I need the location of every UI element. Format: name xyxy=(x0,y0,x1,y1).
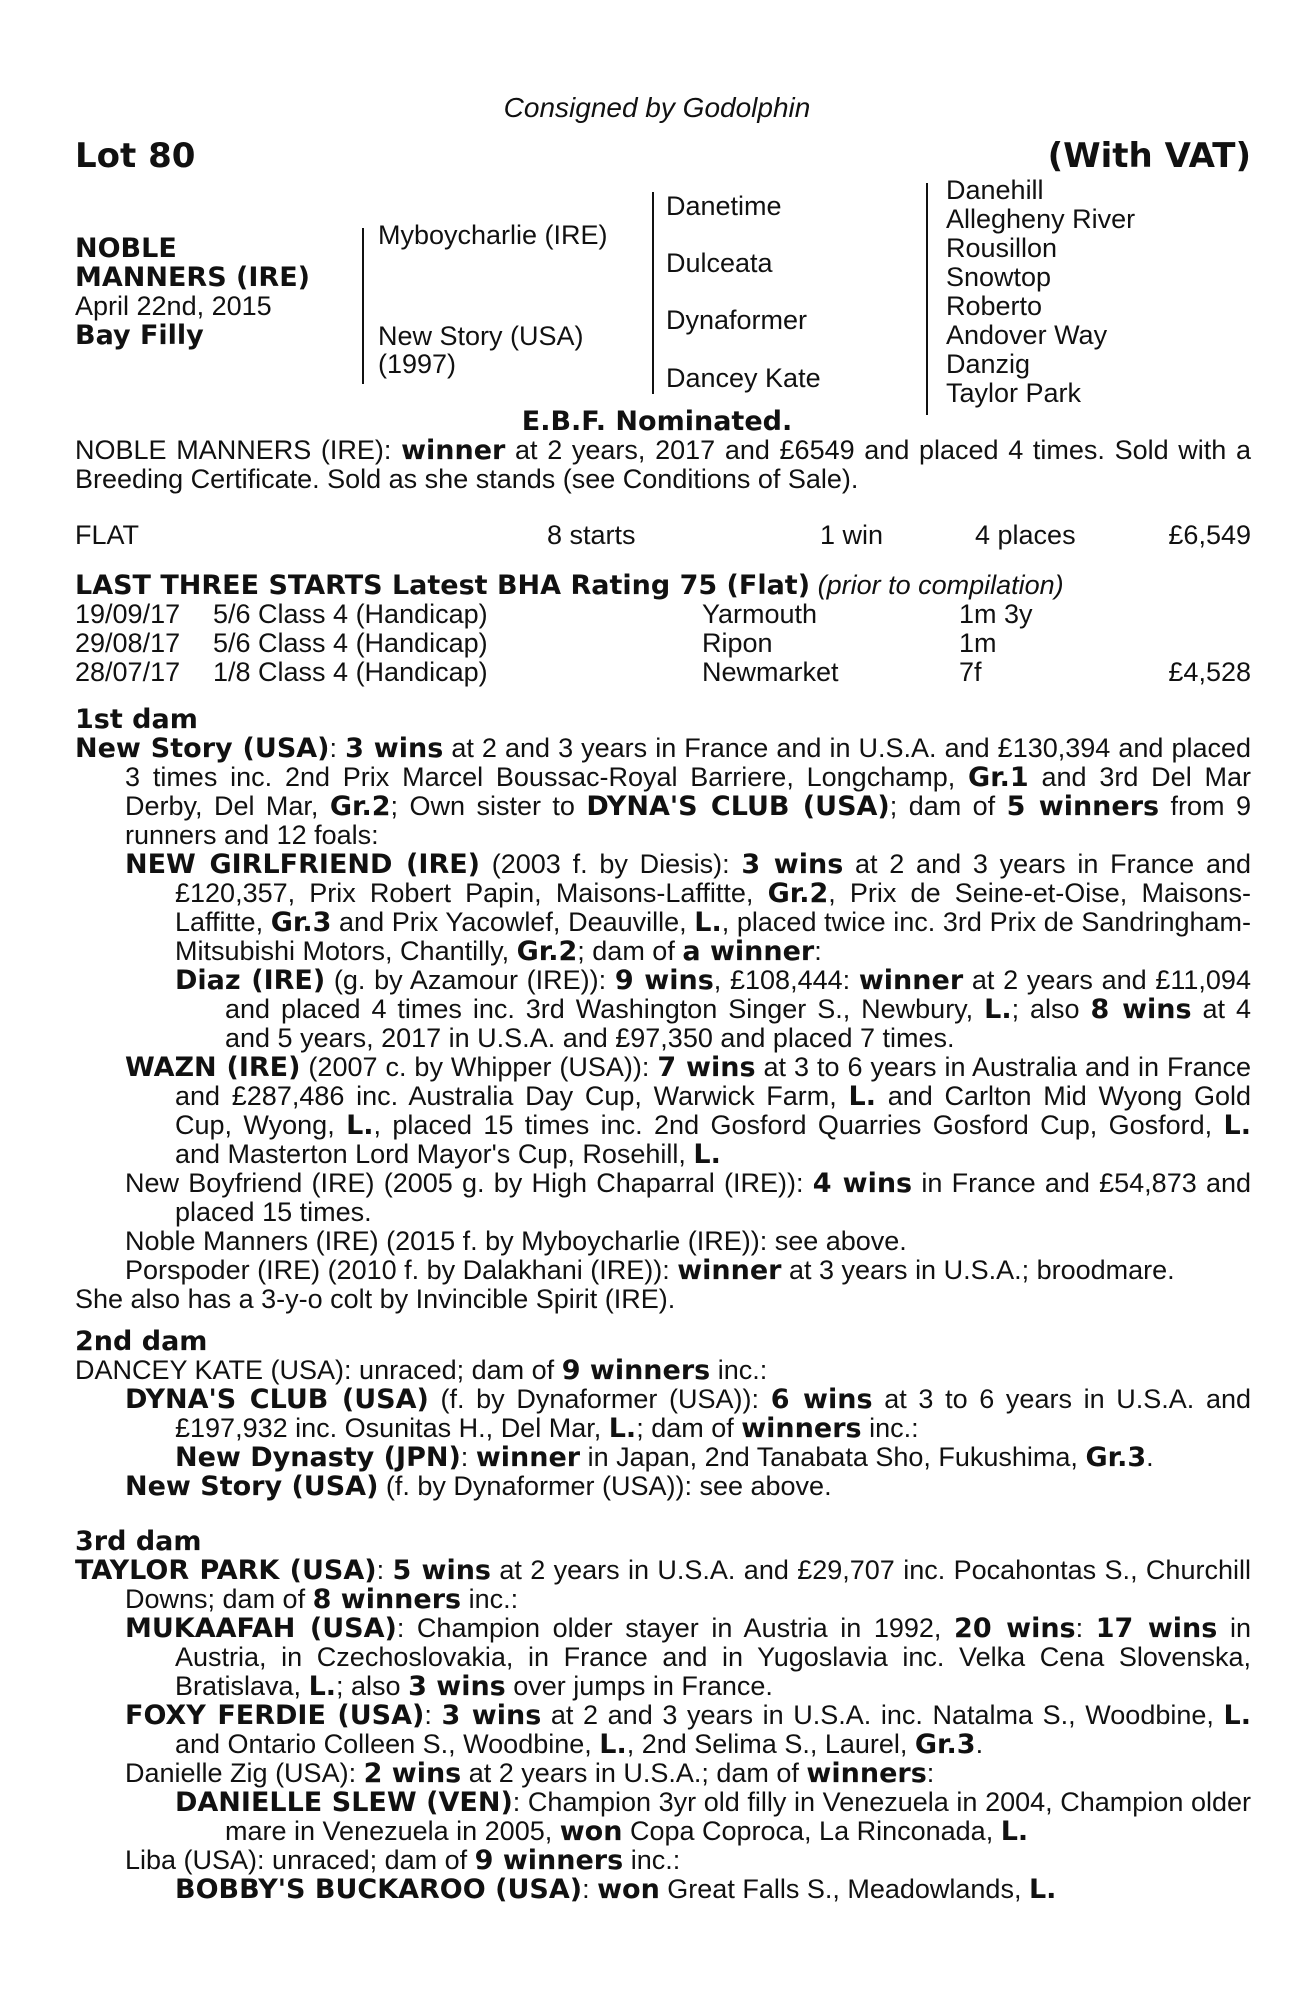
pedigree-ggs-7: Taylor Park xyxy=(946,378,1082,408)
second-dam-section xyxy=(75,1327,1251,1501)
consignor-line: Consigned by Godolphin xyxy=(503,92,811,123)
produce-entry: WAZN (IRE) (2007 c. by Whipper (USA)): 7 wins at 3 to 6 years in Australia and in France and £287,486 inc. Australia Day Cup, Warwick Farm, L. and Carlton Mid Wyong Gold Cup, Wyong, L., placed 15 times inc. 2nd Gosford Quarries Gosford Cup, Gosford, L. and Masterton Lord Mayor's Cup, Rosehill, L. xyxy=(125,1052,1251,1170)
record-wins: 1 win xyxy=(820,520,884,550)
produce-entry: NEW GIRLFRIEND (IRE) (2003 f. by Diesis): 3 wins at 2 and 3 years in France and £120,357, Prix Robert Papin, Maisons-Laffitte, Gr.2, Prix de Seine-et-Oise, Maisons-Laffitte, Gr.3 and Prix Yacowlef, Deauville, L., placed twice inc. 3rd Prix de Sandringham- Mitsubishi Motors, Chantilly, Gr.2; dam of a winner: xyxy=(125,849,1251,967)
produce-entry: DANIELLE SLEW (VEN): Champion 3yr old filly in Venezuela in 2004, Champion older mare in Venezuela in 2005, won Copa Coproca, La Rinconada, L. xyxy=(175,1787,1251,1847)
produce-entry: New Story (USA) (f. by Dynaformer (USA)): see above. xyxy=(125,1471,832,1502)
pedigree-dam: New Story (USA) xyxy=(378,321,584,351)
pedigree-ggs-4: Roberto xyxy=(946,291,1043,321)
record-prize: £6,549 xyxy=(1168,520,1251,550)
first-dam-entry: New Story (USA): 3 wins at 2 and 3 years in France and in U.S.A. and £130,394 and placed 3 times inc. 2nd Prix Marcel Boussac-Royal Barriere, Longchamp, Gr.1 and 3rd Del Mar Derby, Del Mar, Gr.2; Own sister to DYNA'S CLUB (USA); dam of 5 winners from 9 runners and 12 foals: xyxy=(75,733,1252,850)
third-dam-entry: TAYLOR PARK (USA): 5 wins at 2 years in U.S.A. and £29,707 inc. Pocahontas S., Churchill Downs; dam of 8 winners inc.: xyxy=(75,1555,1251,1615)
pedigree-ggs-2: Rousillon xyxy=(946,233,1058,263)
produce-entry: BOBBY'S BUCKAROO (USA): won Great Falls S., Meadowlands, L. xyxy=(175,1874,1057,1905)
horse-dob: April 22nd, 2015 xyxy=(75,291,272,321)
horse-name-line2: MANNERS (IRE) xyxy=(75,262,310,293)
produce-entry: Liba (USA): unraced; dam of 9 winners inc.: xyxy=(125,1845,681,1876)
vat-note: (With VAT) xyxy=(1047,136,1251,176)
pedigree-gs-1: Dulceata xyxy=(666,248,773,278)
first-dam-section xyxy=(75,705,1251,1314)
produce-entry: Danielle Zig (USA): 2 wins at 2 years in U.S.A.; dam of winners: xyxy=(125,1758,935,1789)
pedigree-dam-year: (1997) xyxy=(378,349,457,379)
race-row: 29/08/17 5/6 Class 4 (Handicap) Ripon 1m xyxy=(75,628,997,658)
horse-sex: Bay Filly xyxy=(75,320,204,351)
second-dam-entry: DANCEY KATE (USA): unraced; dam of 9 winners inc.: xyxy=(75,1355,768,1386)
horse-name-line1: NOBLE xyxy=(75,233,177,264)
summary-paragraph: NOBLE MANNERS (IRE): winner at 2 years, 2017 and £6549 and placed 4 times. Sold with a Breeding Certificate. Sold as she stands (see Conditions of Sale). xyxy=(75,435,1252,494)
second-dam-heading: 2nd dam xyxy=(75,1326,208,1357)
third-dam-section xyxy=(75,1527,1251,1904)
pedigree-gs-0: Danetime xyxy=(666,191,782,221)
pedigree-ggs-6: Danzig xyxy=(946,349,1031,379)
pedigree-gs-3: Dancey Kate xyxy=(666,363,821,393)
produce-entry: Diaz (IRE) (g. by Azamour (IRE)): 9 wins, £108,444: winner at 2 years and £11,094 and placed 4 times inc. 3rd Washington Singer S., Newbury, L.; also 8 wins at 4 and 5 years, 2017 in U.S.A. and £97,350 and placed 7 times. xyxy=(175,965,1251,1053)
pedigree-gs-2: Dynaformer xyxy=(666,305,808,335)
first-dam-heading: 1st dam xyxy=(75,704,198,735)
record-places: 4 places xyxy=(975,520,1076,550)
ebf-nominated: E.B.F. Nominated. xyxy=(521,406,793,437)
produce-entry: New Boyfriend (IRE) (2005 g. by High Chaparral (IRE)): 4 wins in France and £54,873 and placed 15 times. xyxy=(125,1168,1251,1227)
pedigree-divider-2 xyxy=(652,192,654,394)
produce-note: She also has a 3-y-o colt by Invincible Spirit (IRE). xyxy=(75,1284,676,1314)
pedigree-divider-3 xyxy=(926,183,928,415)
pedigree-ggs-5: Andover Way xyxy=(946,320,1108,350)
race-row: 28/07/17 1/8 Class 4 (Handicap) Newmarket 7f £4,528 xyxy=(75,657,1251,687)
pedigree-ggs-3: Snowtop xyxy=(946,262,1052,292)
pedigree-sire: Myboycharlie (IRE) xyxy=(378,220,608,250)
produce-entry: Porspoder (IRE) (2010 f. by Dalakhani (IRE)): winner at 3 years in U.S.A.; broodmare. xyxy=(125,1255,1175,1286)
produce-entry: DYNA'S CLUB (USA) (f. by Dynaformer (USA)): 6 wins at 3 to 6 years in U.S.A. and £197,932 inc. Osunitas H., Del Mar, L.; dam of winners inc.: xyxy=(125,1384,1252,1444)
last-three-heading: LAST THREE STARTS Latest BHA Rating 75 (Flat) (prior to compilation) xyxy=(75,570,1064,601)
lot-number: Lot 80 xyxy=(75,136,196,176)
produce-entry: New Dynasty (JPN): winner in Japan, 2nd Tanabata Sho, Fukushima, Gr.3. xyxy=(175,1442,1154,1473)
flat-record xyxy=(75,521,1251,551)
record-label: FLAT xyxy=(75,520,140,550)
race-row: 19/09/17 5/6 Class 4 (Handicap) Yarmouth 1m 3y xyxy=(75,599,1033,629)
produce-entry: FOXY FERDIE (USA): 3 wins at 2 and 3 years in U.S.A. inc. Natalma S., Woodbine, L. and Ontario Colleen S., Woodbine, L., 2nd Selima S., Laurel, Gr.3. xyxy=(125,1700,1251,1760)
pedigree-ggs-0: Danehill xyxy=(946,175,1044,205)
third-dam-heading: 3rd dam xyxy=(75,1526,202,1557)
pedigree-ggs-1: Allegheny River xyxy=(946,204,1136,234)
record-starts: 8 starts xyxy=(547,520,636,550)
produce-entry: MUKAAFAH (USA): Champion older stayer in Austria in 1992, 20 wins: 17 wins in Austria, in Czechoslovakia, in France and in Yugoslavia inc. Velka Cena Slovenska, Bratislava, L.; also 3 wins over jumps in France. xyxy=(125,1613,1251,1702)
produce-entry: Noble Manners (IRE) (2015 f. by Myboycharlie (IRE)): see above. xyxy=(125,1226,907,1256)
pedigree-divider-1 xyxy=(362,228,364,384)
